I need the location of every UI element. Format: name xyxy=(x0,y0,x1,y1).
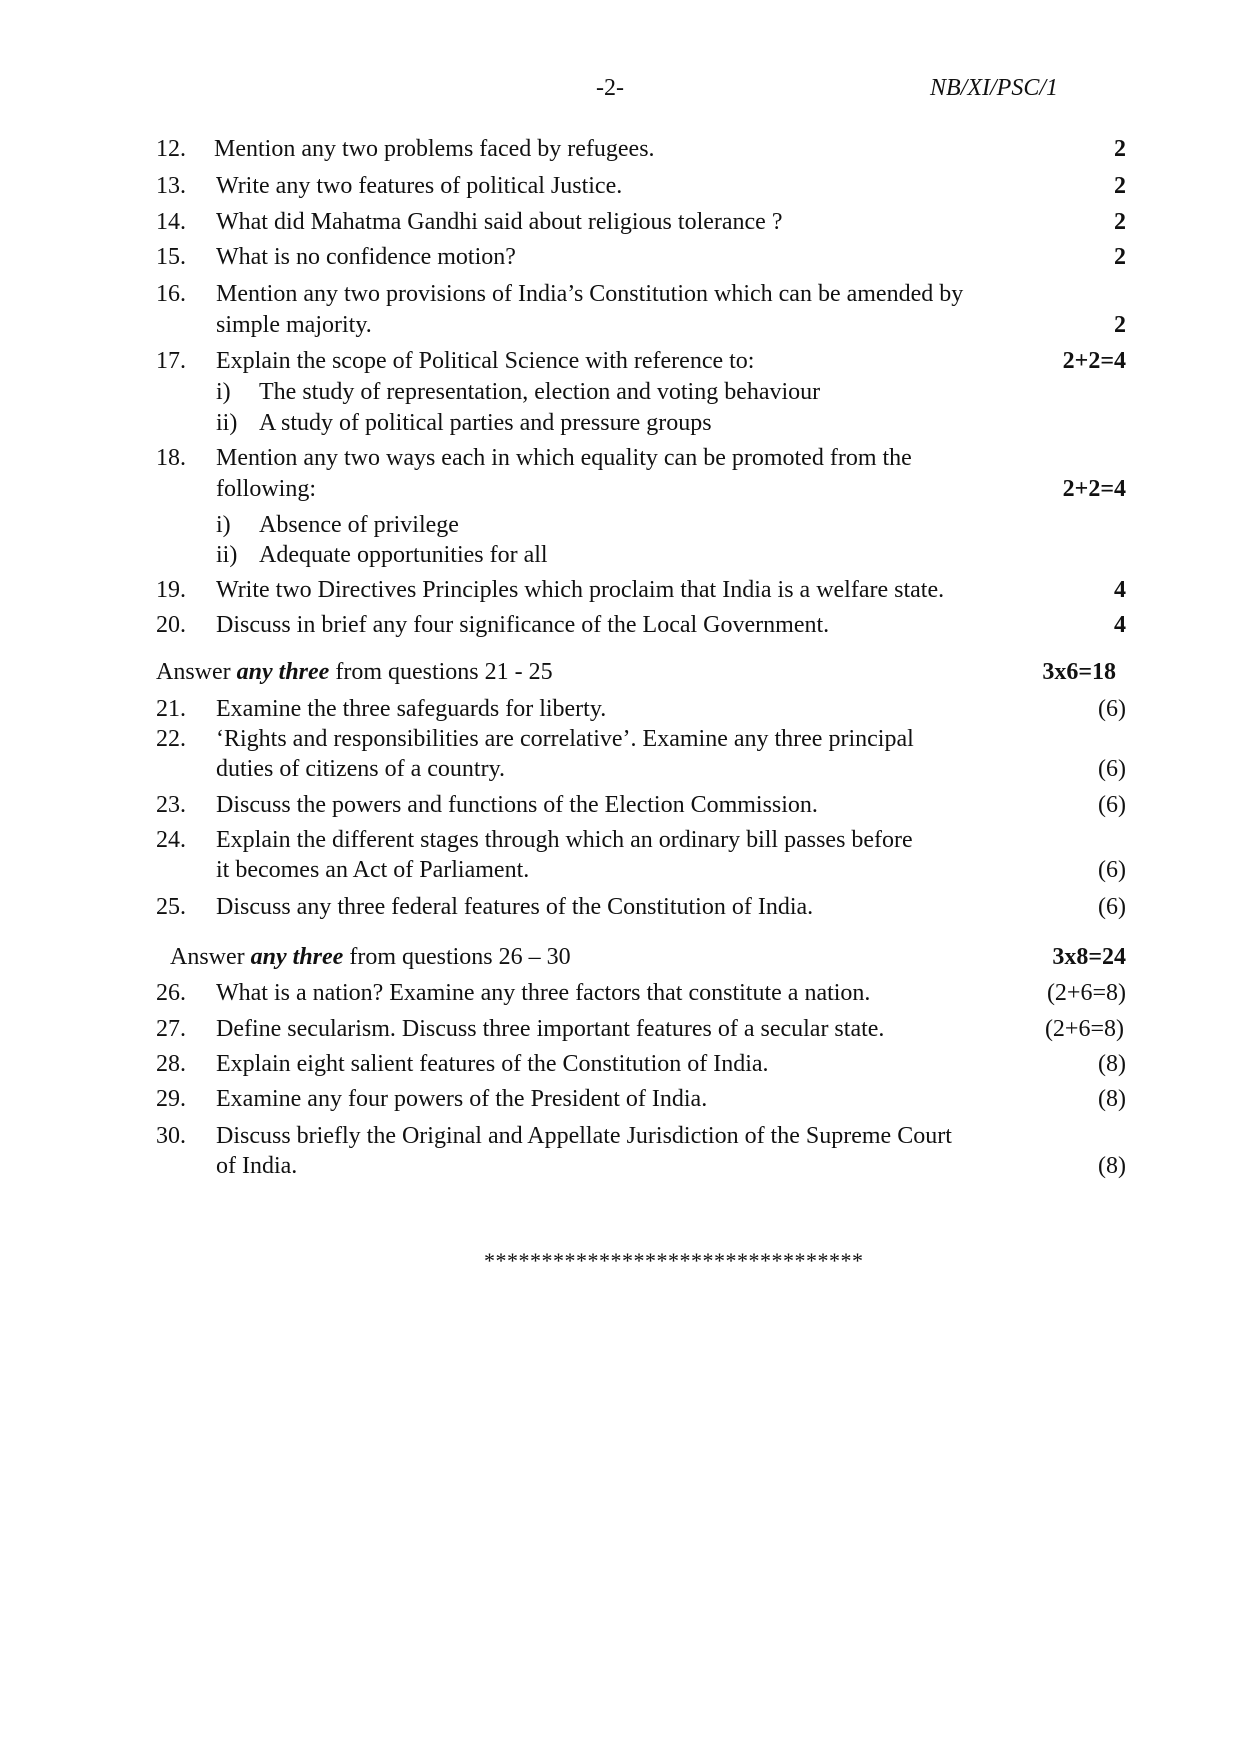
question-text: Examine the three safeguards for liberty. xyxy=(216,696,607,722)
question-marks: 4 xyxy=(1114,577,1126,603)
question-number: 24. xyxy=(156,827,186,853)
section-instruction: Answer any three from questions 26 – 30 xyxy=(170,944,571,970)
question-number: 29. xyxy=(156,1086,186,1112)
question-number: 13. xyxy=(156,173,186,199)
question-marks: 2 xyxy=(1114,244,1126,270)
question-number: 25. xyxy=(156,894,186,920)
question-text: Define secularism. Discuss three important features of a secular state. xyxy=(216,1016,885,1042)
question-marks: 4 xyxy=(1114,612,1126,638)
question-marks: (6) xyxy=(1098,857,1126,883)
sub-item-number: i) xyxy=(216,379,231,405)
question-text: Mention any two problems faced by refugees. xyxy=(214,136,655,162)
end-of-paper-divider: ********************************* xyxy=(484,1248,864,1273)
sub-item-text: Adequate opportunities for all xyxy=(259,542,548,568)
question-text-cont: simple majority. xyxy=(216,312,372,338)
question-marks: (2+6=8) xyxy=(1046,980,1126,1006)
question-text: Examine any four powers of the President of India. xyxy=(216,1086,708,1112)
question-text: ‘Rights and responsibilities are correlative’. Examine any three principal xyxy=(216,726,914,752)
sub-item-text: The study of representation, election and voting behaviour xyxy=(259,379,821,405)
question-marks: 2+2=4 xyxy=(1062,476,1126,502)
question-number: 19. xyxy=(156,577,186,603)
question-text-cont: of India. xyxy=(216,1153,298,1179)
question-text: What did Mahatma Gandhi said about religious tolerance ? xyxy=(216,209,783,235)
question-text: Discuss briefly the Original and Appellate Jurisdiction of the Supreme Court xyxy=(216,1123,952,1149)
question-marks: 2+2=4 xyxy=(1062,348,1126,374)
question-text: Discuss any three federal features of the Constitution of India. xyxy=(216,894,814,920)
question-marks: (8) xyxy=(1098,1086,1126,1112)
question-number: 18. xyxy=(156,445,186,471)
sub-item-number: ii) xyxy=(216,410,238,436)
sub-item-text: Absence of privilege xyxy=(259,512,459,538)
sub-item-text: A study of political parties and pressure groups xyxy=(259,410,712,436)
question-number: 26. xyxy=(156,980,186,1006)
sub-item-number: i) xyxy=(216,512,231,538)
question-number: 12. xyxy=(156,136,186,162)
question-marks: (2+6=8) xyxy=(1044,1016,1124,1042)
question-text: Write two Directives Principles which proclaim that India is a welfare state. xyxy=(216,577,945,603)
question-text: Explain eight salient features of the Constitution of India. xyxy=(216,1051,769,1077)
question-marks: (6) xyxy=(1098,756,1126,782)
question-text: Discuss in brief any four significance of the Local Government. xyxy=(216,612,830,638)
section-marks: 3x8=24 xyxy=(1052,944,1126,970)
question-text: Write any two features of political Justice. xyxy=(216,173,623,199)
question-marks: 2 xyxy=(1114,312,1126,338)
question-marks: 2 xyxy=(1114,173,1126,199)
question-text: Discuss the powers and functions of the Election Commission. xyxy=(216,792,818,818)
question-number: 20. xyxy=(156,612,186,638)
question-text: What is no confidence motion? xyxy=(216,244,516,270)
question-marks: 2 xyxy=(1114,209,1126,235)
sub-item-number: ii) xyxy=(216,542,238,568)
question-marks: (8) xyxy=(1098,1153,1126,1179)
question-number: 22. xyxy=(156,726,186,752)
question-marks: 2 xyxy=(1114,136,1126,162)
paper-code: NB/XI/PSC/1 xyxy=(930,75,1058,101)
question-marks: (6) xyxy=(1098,894,1126,920)
page-number: -2- xyxy=(596,75,624,101)
question-number: 16. xyxy=(156,281,186,307)
question-number: 15. xyxy=(156,244,186,270)
question-text: Mention any two ways each in which equality can be promoted from the xyxy=(216,445,912,471)
question-text: Mention any two provisions of India’s Constitution which can be amended by xyxy=(216,281,964,307)
question-number: 14. xyxy=(156,209,186,235)
section-marks: 3x6=18 xyxy=(1042,659,1116,685)
question-text: Explain the different stages through which an ordinary bill passes before xyxy=(216,827,913,853)
question-marks: (6) xyxy=(1098,696,1126,722)
question-marks: (8) xyxy=(1098,1051,1126,1077)
question-number: 30. xyxy=(156,1123,186,1149)
question-text: What is a nation? Examine any three factors that constitute a nation. xyxy=(216,980,871,1006)
question-text-cont: it becomes an Act of Parliament. xyxy=(216,857,530,883)
question-number: 21. xyxy=(156,696,186,722)
question-number: 17. xyxy=(156,348,186,374)
question-number: 28. xyxy=(156,1051,186,1077)
question-marks: (6) xyxy=(1098,792,1126,818)
question-number: 27. xyxy=(156,1016,186,1042)
question-text-cont: duties of citizens of a country. xyxy=(216,756,506,782)
section-instruction: Answer any three from questions 21 - 25 xyxy=(156,659,553,685)
question-number: 23. xyxy=(156,792,186,818)
question-text: Explain the scope of Political Science with reference to: xyxy=(216,348,755,374)
question-text-cont: following: xyxy=(216,476,316,502)
